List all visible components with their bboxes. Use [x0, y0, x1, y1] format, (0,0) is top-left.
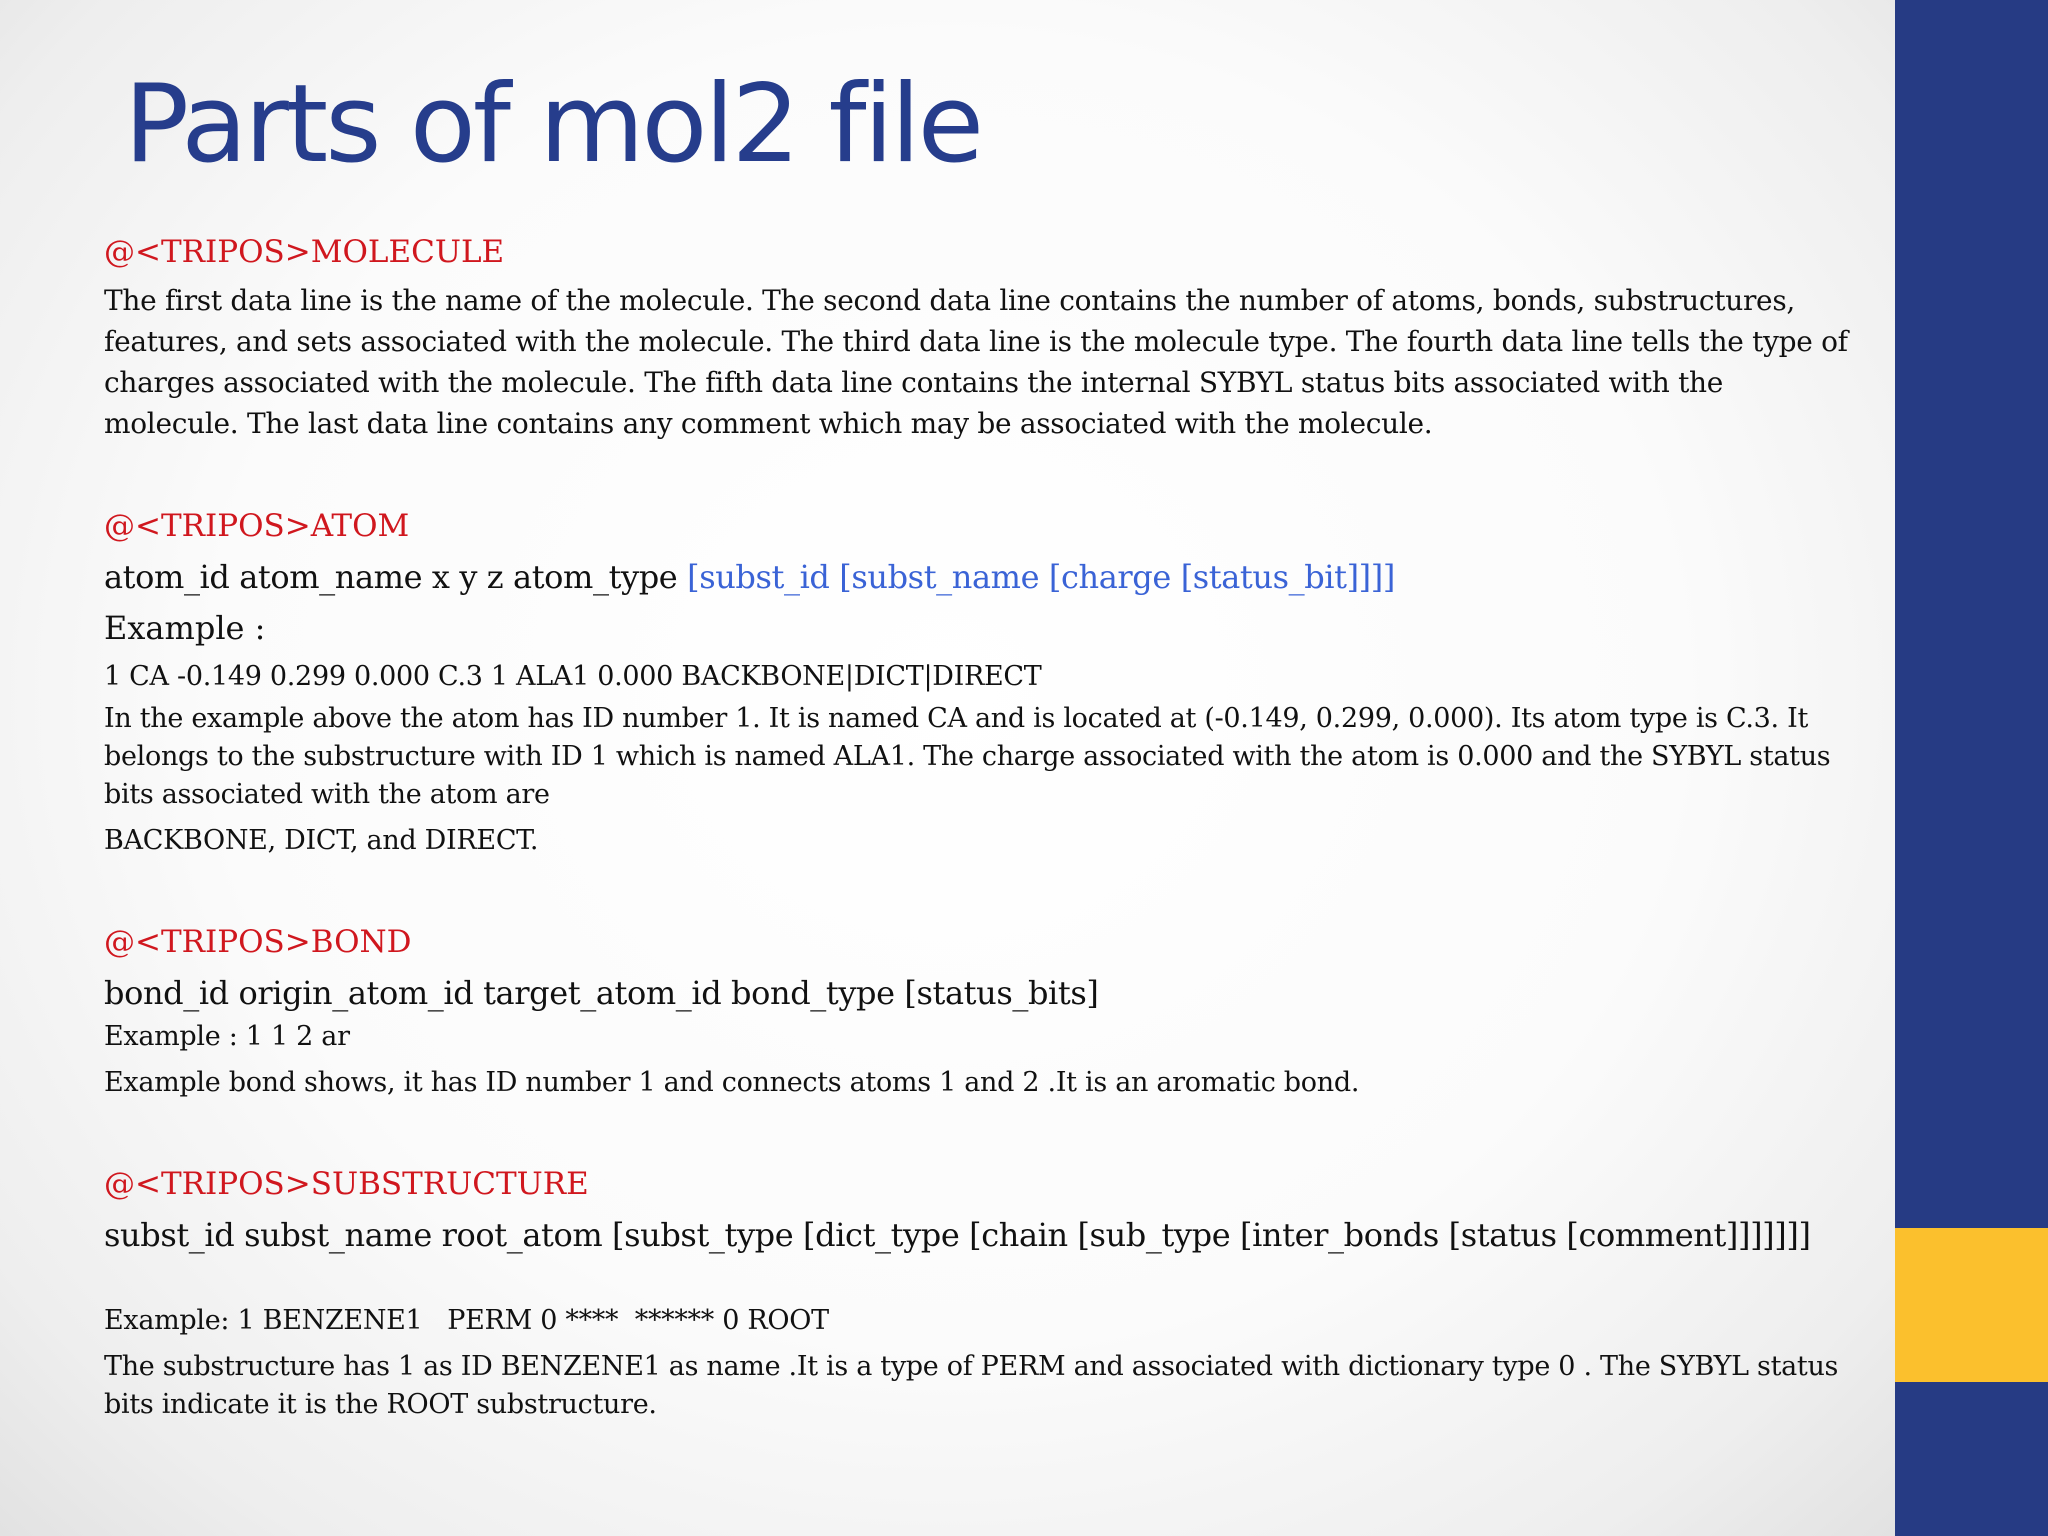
- atom-header: @<TRIPOS>ATOM: [104, 508, 410, 544]
- atom-explanation-tail: BACKBONE, DICT, and DIRECT.: [104, 825, 539, 856]
- atom-syntax: [104, 552, 1864, 602]
- molecule-section: [104, 230, 1864, 444]
- atom-syntax-optional: [subst_id [subst_name [charge [status_bit]]]]: [687, 558, 1395, 596]
- bond-header: @<TRIPOS>BOND: [104, 924, 412, 960]
- substructure-example: Example: 1 BENZENE1 PERM 0 **** ****** 0 ROOT: [104, 1305, 829, 1336]
- molecule-description: The first data line is the name of the molecule. The second data line contains the number of atoms, bonds, substructures, features, and sets associated with the molecule. The third data line is the molecule type. The fourth data line tells the type of charges associated with the molecule. The fifth data line contains the internal SYBYL status bits associated with the molecule. The last data line contains any comment which may be associated with the molecule.: [104, 284, 1848, 440]
- atom-explanation: In the example above the atom has ID number 1. It is named CA and is located at (-0.149, 0.299, 0.000). Its atom type is C.3. It belongs to the substructure with ID 1 which is named ALA1. The charge associated with the atom is 0.000 and the SYBYL status bits associated with the atom are: [104, 703, 1831, 810]
- substructure-header: @<TRIPOS>SUBSTRUCTURE: [104, 1166, 589, 1202]
- slide-title: Parts of mol2 file: [124, 62, 982, 187]
- molecule-header: @<TRIPOS>MOLECULE: [104, 234, 505, 270]
- substructure-syntax: subst_id subst_name root_atom [subst_type [dict_type [chain [sub_type [inter_bonds [status [comment]]]]]]]: [104, 1216, 1811, 1254]
- substructure-explanation: The substructure has 1 as ID BENZENE1 as name .It is a type of PERM and associated with dictionary type 0 . The SYBYL status bits indicate it is the ROOT substructure.: [104, 1351, 1839, 1420]
- substructure-section: [104, 1162, 1864, 1424]
- sidebar-accent-block: [1895, 1228, 2048, 1382]
- atom-example-label: Example :: [104, 609, 266, 647]
- slide-content: [104, 230, 1864, 1424]
- atom-section: [104, 504, 1864, 860]
- bond-syntax: bond_id origin_atom_id target_atom_id bond_type [status_bits]: [104, 974, 1099, 1012]
- bond-example: Example : 1 1 2 ar: [104, 1021, 350, 1052]
- atom-syntax-required: atom_id atom_name x y z atom_type: [104, 558, 688, 596]
- atom-example-line: 1 CA -0.149 0.299 0.000 C.3 1 ALA1 0.000 BACKBONE|DICT|DIRECT: [104, 661, 1042, 692]
- bond-explanation: Example bond shows, it has ID number 1 and connects atoms 1 and 2 .It is an aromatic bond.: [104, 1067, 1360, 1098]
- bond-section: [104, 920, 1864, 1102]
